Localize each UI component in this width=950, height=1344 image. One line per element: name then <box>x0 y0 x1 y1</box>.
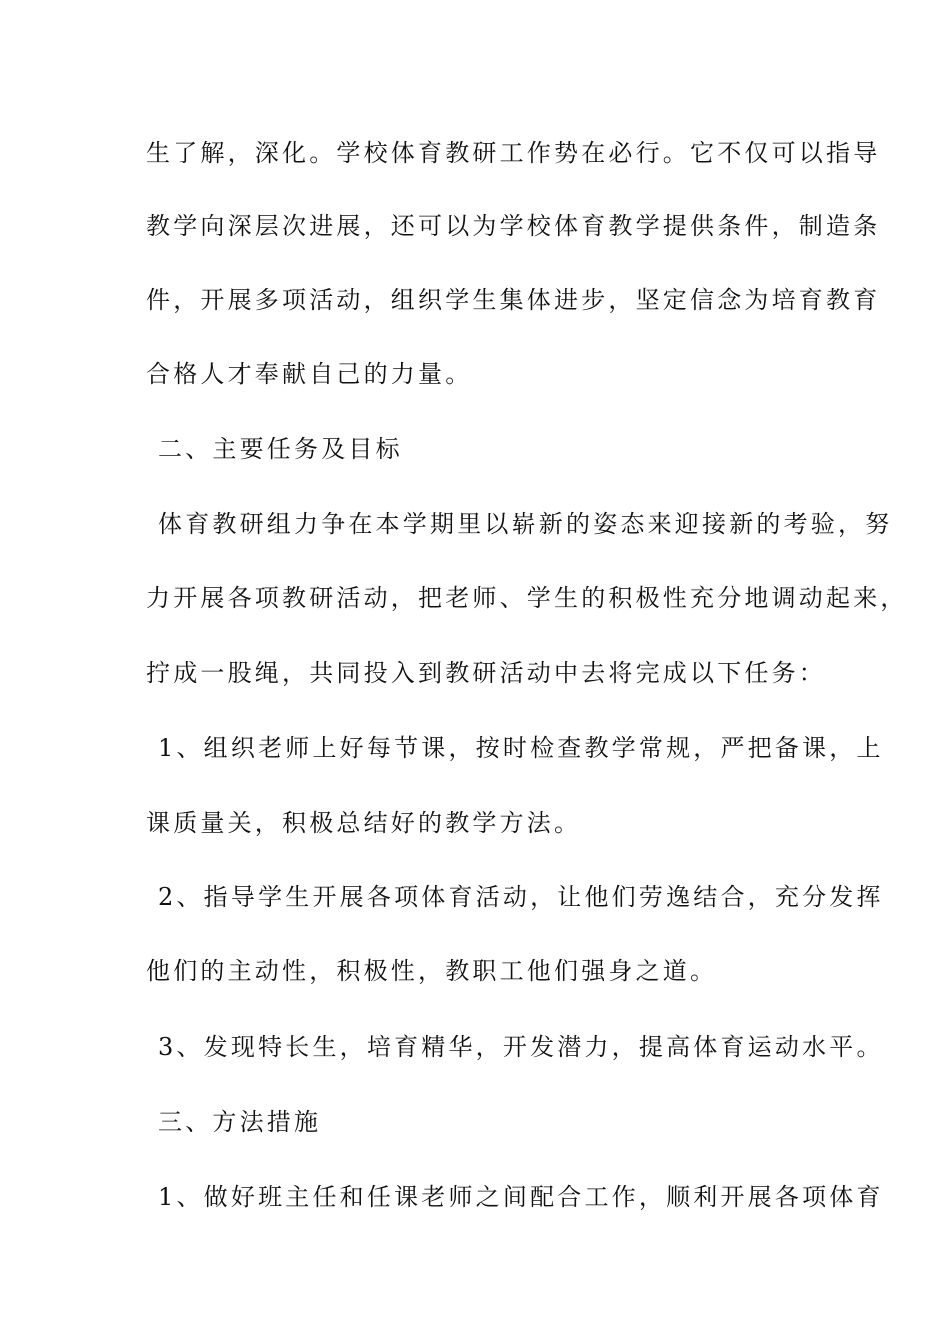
list-item-line: 1、组织老师上好每节课，按时检查教学常规，严把备课，上 <box>158 734 884 762</box>
list-item-line: 3、发现特长生，培育精华，开发潜力，提高体育运动水平。 <box>158 1033 884 1061</box>
section-heading: 二、主要任务及目标 <box>158 435 403 463</box>
paragraph-line: 件，开展多项活动，组织学生集体进步，坚定信念为培育教育 <box>146 286 881 314</box>
paragraph-line: 力开展各项教研活动，把老师、学生的积极性充分地调动起来， <box>146 584 908 612</box>
list-item-line: 他们的主动性，积极性，教职工他们强身之道。 <box>146 957 718 985</box>
list-item-line: 课质量关，积极总结好的教学方法。 <box>146 809 582 837</box>
list-item-line: 2、指导学生开展各项体育活动，让他们劳逸结合，充分发挥 <box>158 883 884 911</box>
section-heading: 三、方法措施 <box>158 1108 322 1136</box>
list-item-line: 1、做好班主任和任课老师之间配合工作，顺利开展各项体育 <box>158 1183 884 1211</box>
paragraph-line: 拧成一股绳，共同投入到教研活动中去将完成以下任务： <box>146 659 826 687</box>
paragraph-line: 生了解，深化。学校体育教研工作势在必行。它不仅可以指导 <box>146 139 881 167</box>
paragraph-line: 体育教研组力争在本学期里以崭新的姿态来迎接新的考验，努 <box>158 510 893 538</box>
paragraph-line: 合格人才奉献自己的力量。 <box>146 360 473 388</box>
paragraph-line: 教学向深层次进展，还可以为学校体育教学提供条件，制造条 <box>146 212 881 240</box>
